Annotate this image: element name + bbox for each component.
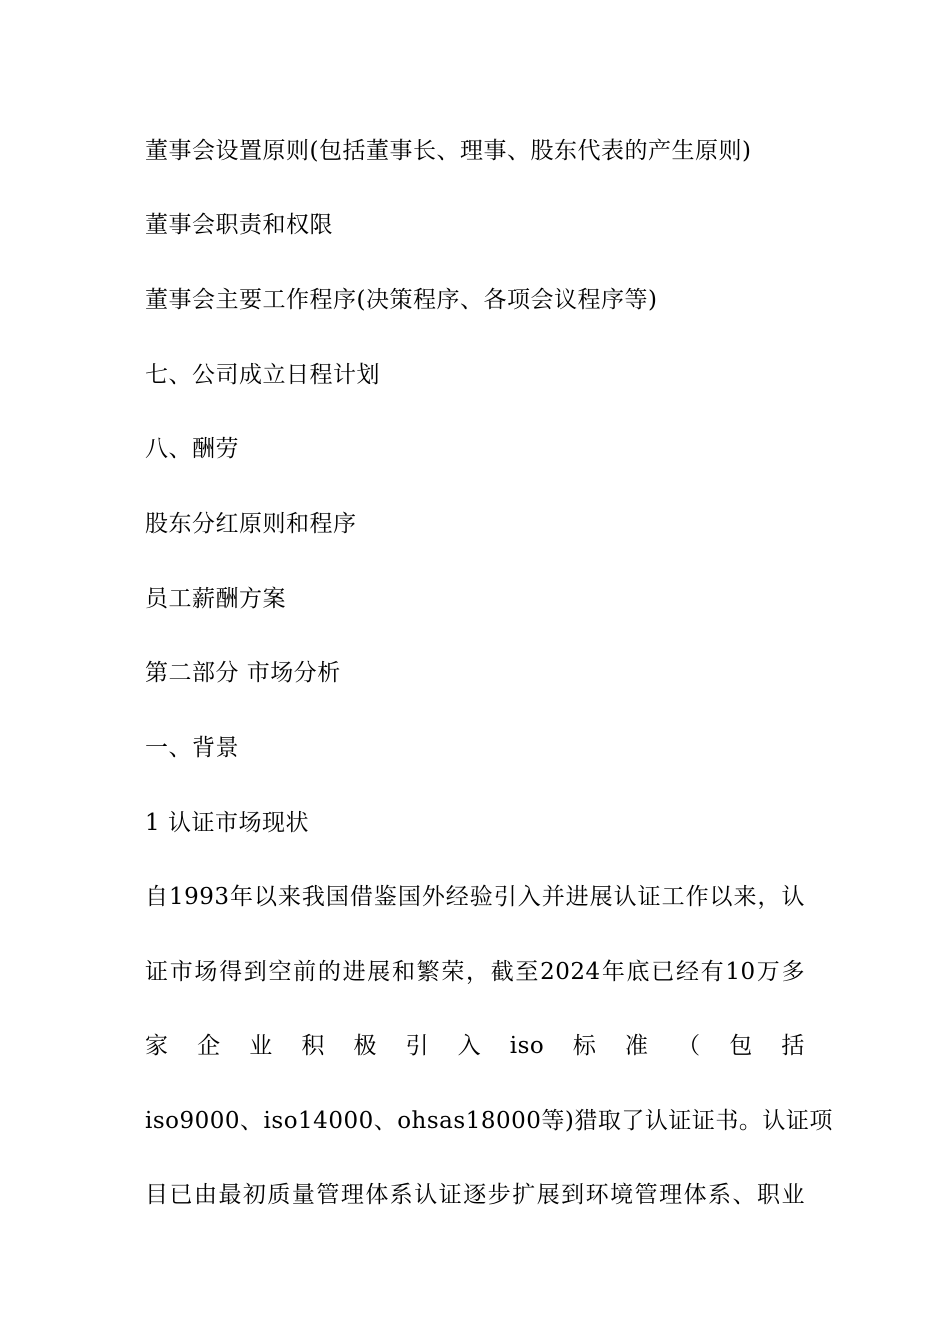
word: 引 <box>405 1033 430 1059</box>
heading-board-duties: 董事会职责和权限 <box>145 212 333 238</box>
word: 包 <box>729 1033 753 1059</box>
paragraph-line: 自1993年以来我国借鉴国外经验引入并进展认证工作以来，认 <box>145 884 805 910</box>
word: 积 <box>301 1033 325 1059</box>
word: 企 <box>197 1033 221 1059</box>
paragraph-line: iso9000、iso14000、ohsas18000等)猎取了认证证书。认证项 <box>145 1107 833 1134</box>
body-paragraph <box>145 860 833 1233</box>
heading-board-setup-principles: 董事会设置原则(包括董事长、理事、股东代表的产生原则) <box>145 138 752 164</box>
word: 入 <box>457 1033 482 1059</box>
word: 准 <box>625 1033 649 1059</box>
heading-part-two: 第二部分 市场分析 <box>145 660 341 686</box>
paragraph-line: 目已由最初质量管理体系认证逐步扩展到环境管理体系、职业 <box>145 1182 805 1208</box>
heading-background: 一、背景 <box>145 735 239 761</box>
heading-salary: 员工薪酬方案 <box>145 586 286 612</box>
heading-dividend: 股东分红原则和程序 <box>145 511 357 537</box>
word: iso <box>509 1033 545 1059</box>
word: 极 <box>353 1033 377 1059</box>
word: （ <box>677 1033 701 1059</box>
word: 家 <box>145 1033 169 1059</box>
heading-section-seven: 七、公司成立日程计划 <box>145 362 380 388</box>
heading-board-procedures: 董事会主要工作程序(决策程序、各项会议程序等) <box>145 287 658 313</box>
paragraph-line: 证市场得到空前的进展和繁荣，截至2024年底已经有10万多 <box>145 958 805 985</box>
paragraph-line-spread <box>145 1009 805 1084</box>
heading-section-eight: 八、酬劳 <box>145 436 239 462</box>
heading-certification-market: 1 认证市场现状 <box>145 810 309 836</box>
word: 括 <box>781 1033 805 1059</box>
word: 标 <box>572 1033 597 1059</box>
word: 业 <box>249 1033 273 1059</box>
